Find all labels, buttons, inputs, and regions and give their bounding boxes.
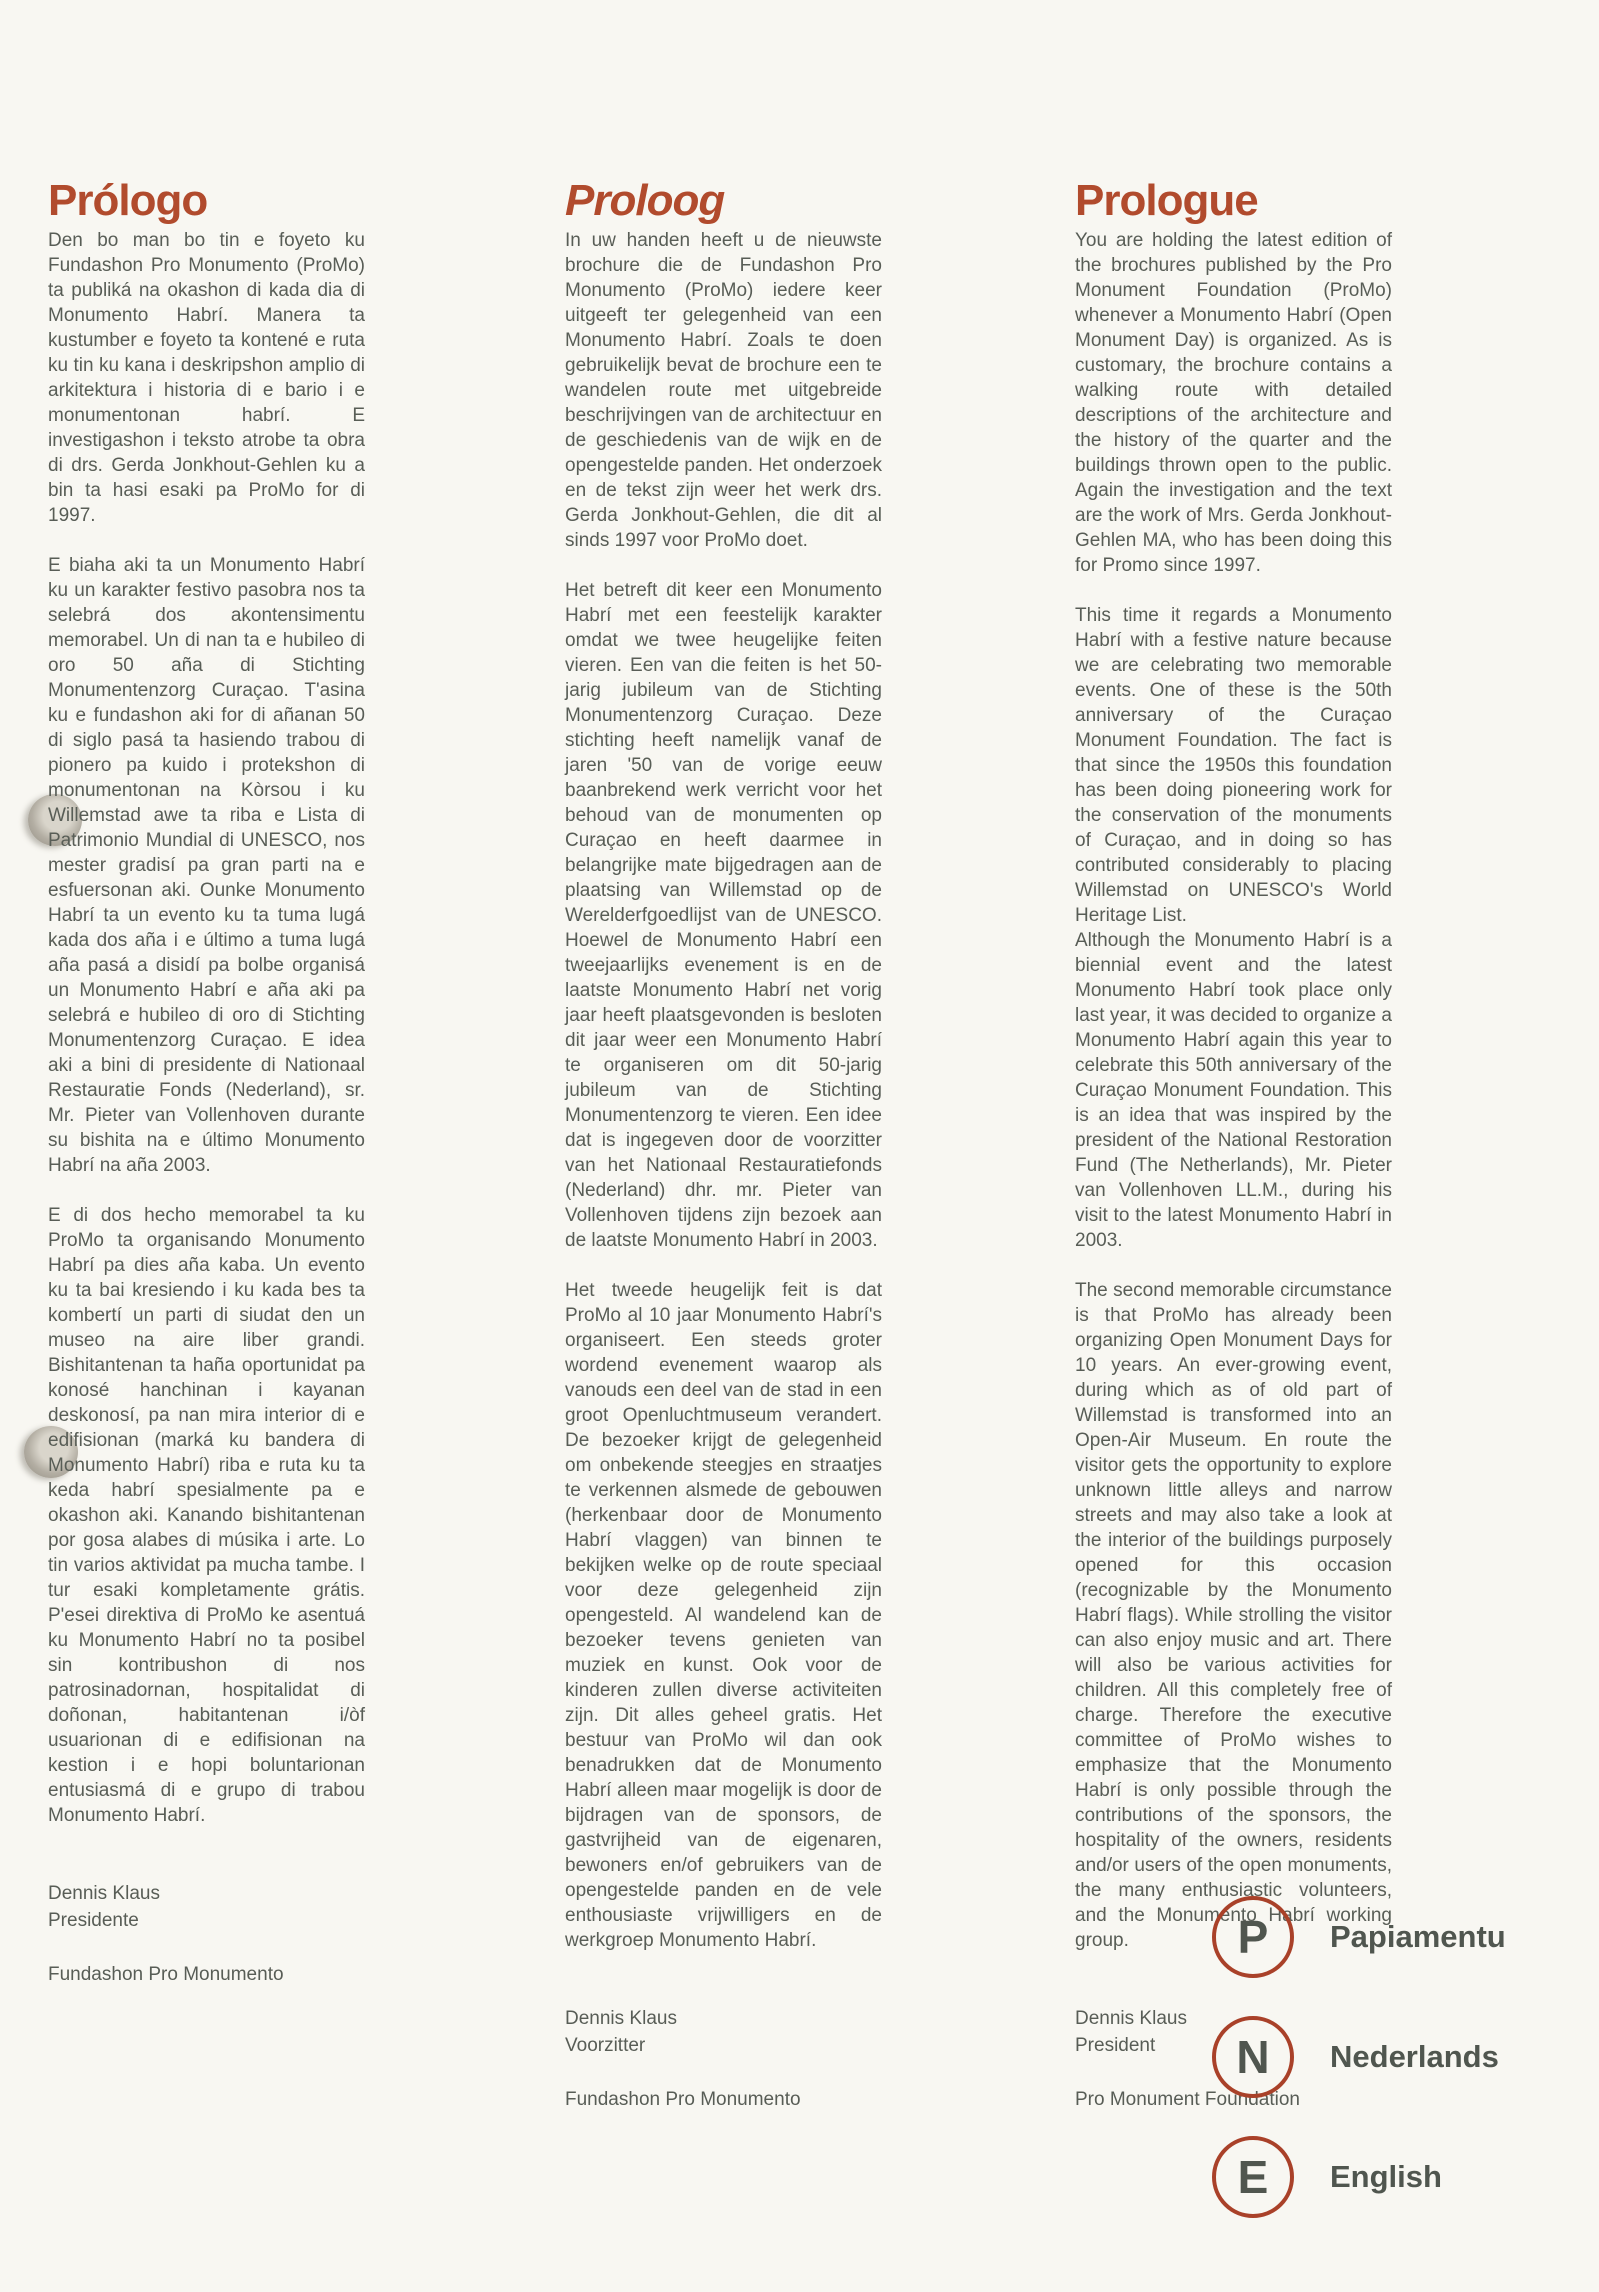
english-paragraph-1: You are holding the latest edition of the brochures published by the Pro Monument Foundation (ProMo) whenever a Monumento Habrí (Open Monument Day) is organized. As is customary, the brochure contains a walking route with detailed descriptions of the architecture and the history of the quarter and the buildings thrown open to the public. Again the investigation and the text are the work of Mrs. Gerda Jonkhout-Gehlen MA, who has been doing this for Promo since 1997.	[1075, 230, 1392, 576]
language-legend	[1212, 1896, 1506, 2256]
signature-name: Dennis Klaus	[48, 1883, 160, 1904]
column-papiamentu	[48, 178, 365, 1988]
papiamentu-paragraph-1: Den bo man bo tin e foyeto ku Fundashon Pro Monumento (ProMo) ta publiká na okashon di kada dia di Monumento Habrí. Manera ta kustumber e foyeto ta kontené e ruta ku tin ku kana i deskripshon amplio di arkitektura i historia di e bario i e monumentonan habrí. E investigashon i teksto atrobe ta obra di drs. Gerda Jonkhout-Gehlen ku a bin ta hasi esaki pa ProMo for di 1997.	[48, 230, 365, 526]
heading-nederlands: Proloog	[565, 176, 725, 225]
signature-title: Voorzitter	[565, 2035, 646, 2056]
nederlands-badge-label: Nederlands	[1330, 2039, 1499, 2074]
nederlands-badge-circle	[1212, 2016, 1294, 2098]
english-badge-letter: E	[1237, 2151, 1269, 2203]
signature-nederlands	[565, 2005, 882, 2113]
column-english	[1075, 178, 1392, 2113]
signature-name: Dennis Klaus	[565, 2008, 677, 2029]
papiamentu-badge-circle	[1212, 1896, 1294, 1978]
papiamentu-badge-label: Papiamentu	[1330, 1919, 1506, 1954]
signature-org: Fundashon Pro Monumento	[565, 2089, 801, 2110]
english-badge-label: English	[1330, 2159, 1442, 2194]
language-badge-english	[1212, 2136, 1506, 2218]
papiamentu-badge-letter: P	[1237, 1911, 1269, 1963]
signature-papiamentu	[48, 1880, 365, 1988]
nederlands-paragraph-2: Het betreft dit keer een Monumento Habrí met een feestelijk karakter omdat we twee heugelijke feiten vieren. Een van die feiten is het 50-jarig jubileum van de Stichting Monumentenzorg Curaçao. Deze stichting heeft namelijk vanaf de jaren '50 van de vorige eeuw baanbrekend werk verricht voor het behoud van de monumenten op Curaçao en heeft daarmee in belangrijke mate bijgedragen aan de plaatsing van Willemstad op de Werelderfgoedlijst van de UNESCO. Hoewel de Monumento Habrí een tweejaarlijks evenement is en de laatste Monumento Habrí net vorig jaar heeft plaatsgevonden is besloten dit jaar weer een Monumento Habrí te organiseren om dit 50-jarig jubileum van de Stichting Monumentenzorg te vieren. Een idee dat is ingegeven door de voorzitter van het Nationaal Restauratiefonds (Nederland) dhr. mr. Pieter van Vollenhoven tijdens zijn bezoek aan de laatste Monumento Habrí in 2003.	[565, 580, 882, 1251]
heading-papiamentu: Prólogo	[48, 176, 208, 225]
nederlands-paragraph-1: In uw handen heeft u de nieuwste brochure die de Fundashon Pro Monumento (ProMo) iedere keer uitgeeft ter gelegenheid van een Monumento Habrí. Zoals te doen gebruikelijk bevat de brochure een te wandelen route met uitgebreide beschrijvingen van de architectuur en de geschiedenis van de wijk en de opengestelde panden. Het onderzoek en de tekst zijn weer het werk drs. Gerda Jonkhout-Gehlen, die dit al sinds 1997 voor ProMo doet.	[565, 230, 882, 551]
english-paragraph-3: Although the Monumento Habrí is a biennial event and the latest Monumento Habrí took place only last year, it was decided to organize a Monumento Habrí again this year to celebrate this 50th anniversary of the Curaçao Monument Foundation. This is an idea that was inspired by the president of the National Restoration Fund (The Netherlands), Mr. Pieter van Vollenhoven LL.M., during his visit to the latest Monumento Habrí in 2003.	[1075, 930, 1392, 1251]
signature-org: Fundashon Pro Monumento	[48, 1964, 284, 1985]
signature-title: President	[1075, 2035, 1156, 2056]
nederlands-badge-letter: N	[1236, 2031, 1270, 2083]
heading-english: Prologue	[1075, 176, 1258, 225]
signature-name: Dennis Klaus	[1075, 2008, 1187, 2029]
language-badge-nederlands	[1212, 2016, 1506, 2098]
english-paragraph-4: The second memorable circumstance is that ProMo has already been organizing Open Monument Days for 10 years. An ever-growing event, during which as of old part of Willemstad is transformed into an Open-Air Museum. En route the visitor gets the opportunity to explore unknown little alleys and narrow streets and may also take a look at the interior of the buildings purposely opened for this occasion (recognizable by the Monumento Habrí flags). While strolling the visitor can also enjoy music and art. There will also be various activities for children. All this completely free of charge. Therefore the executive committee of ProMo wishes to emphasize that the Monumento Habrí is only possible through the contributions of the sponsors, the hospitality of the owners, residents and/or users of the open monuments, the many enthusiastic volunteers, and the Monumento Habrí working group.	[1075, 1280, 1392, 1951]
signature-title: Presidente	[48, 1910, 139, 1931]
english-paragraph-2: This time it regards a Monumento Habrí with a festive nature because we are celebrating two memorable events. One of these is the 50th anniversary of the Curaçao Monument Foundation. The fact is that since the 1950s this foundation has been doing pioneering work for the conservation of the monuments of Curaçao, and in doing so has contributed considerably to placing Willemstad on UNESCO's World Heritage List.	[1075, 605, 1392, 926]
language-badge-papiamentu	[1212, 1896, 1506, 1978]
papiamentu-paragraph-3: E di dos hecho memorabel ta ku ProMo ta organisando Monumento Habrí pa dies aña kaba. Un evento ku ta bai kresiendo i ku kada bes ta kombertí un parti di siudat den un museo na aire liber grandi. Bishitantenan ta haña oportunidat pa konosé hanchinan i kayanan deskonosí, pa nan mira interior di e edifisionan (marká ku bandera di Monumento Habrí) riba e ruta ku ta keda habrí spesialmente pa e okashon aki. Kanando bishitantenan por gosa alabes di músika i arte. Lo tin varios aktividat pa mucha tambe. I tur esaki kompletamente grátis. P'esei direktiva di ProMo ke asentuá ku Monumento Habrí no ta posibel sin kontribushon di nos patrosinadornan, hospitalidat di doñonan, habitantenan i/òf usuarionan di e edifisionan na kestion i e hopi boluntarionan entusiasmá di e grupo di trabou Monumento Habrí.	[48, 1205, 365, 1826]
english-badge-circle	[1212, 2136, 1294, 2218]
signature-org: Pro Monument Foundation	[1075, 2089, 1300, 2110]
column-nederlands	[565, 178, 882, 2113]
papiamentu-paragraph-2: E biaha aki ta un Monumento Habrí ku un karakter festivo pasobra nos ta selebrá dos akontensimentu memorabel. Un di nan ta e hubileo di oro 50 aña di Stichting Monumentenzorg Curaçao. T'asina ku e fundashon aki for di añanan 50 di siglo pasá ta hasiendo trabou di pionero pa kuido i protekshon di monumentonan na Kòrsou i ku Willemstad awe ta riba e Lista di Patrimonio Mundial di UNESCO, nos mester gradisí pa gran parti na e esfuersonan aki. Ounke Monumento Habrí ta un evento ku ta tuma lugá kada dos aña i e último a tuma lugá aña pasá a disidí pa bolbe organisá un Monumento Habrí e aña aki pa selebrá e hubileo di oro di Stichting Monumentenzorg Curaçao. E idea aki a bini di presidente di Nationaal Restauratie Fonds (Nederland), sr. Mr. Pieter van Vollenhoven durante su bishita na e último Monumento Habrí na aña 2003.	[48, 555, 365, 1176]
nederlands-paragraph-3: Het tweede heugelijk feit is dat ProMo al 10 jaar Monumento Habrí's organiseert. Een steeds groter wordend evenement waarop als vanouds een deel van de stad in een groot Openluchtmuseum verandert. De bezoeker krijgt de gelegenheid om onbekende steegjes en straatjes te verkennen alsmede de gebouwen (herkenbaar door de Monumento Habrí vlaggen) van binnen te bekijken welke op de route speciaal voor deze gelegenheid zijn opengesteld. Al wandelend kan de bezoeker tevens genieten van muziek en kunst. Ook voor de kinderen zullen diverse activiteiten zijn. Dit alles geheel gratis. Het bestuur van ProMo wil dan ook benadrukken dat de Monumento Habrí alleen maar mogelijk is door de bijdragen van de sponsors, de gastvrijheid van de eigenaren, bewoners en/of gebruikers van de opengestelde panden en de vele enthousiaste vrijwilligers en de werkgroep Monumento Habrí.	[565, 1280, 882, 1951]
